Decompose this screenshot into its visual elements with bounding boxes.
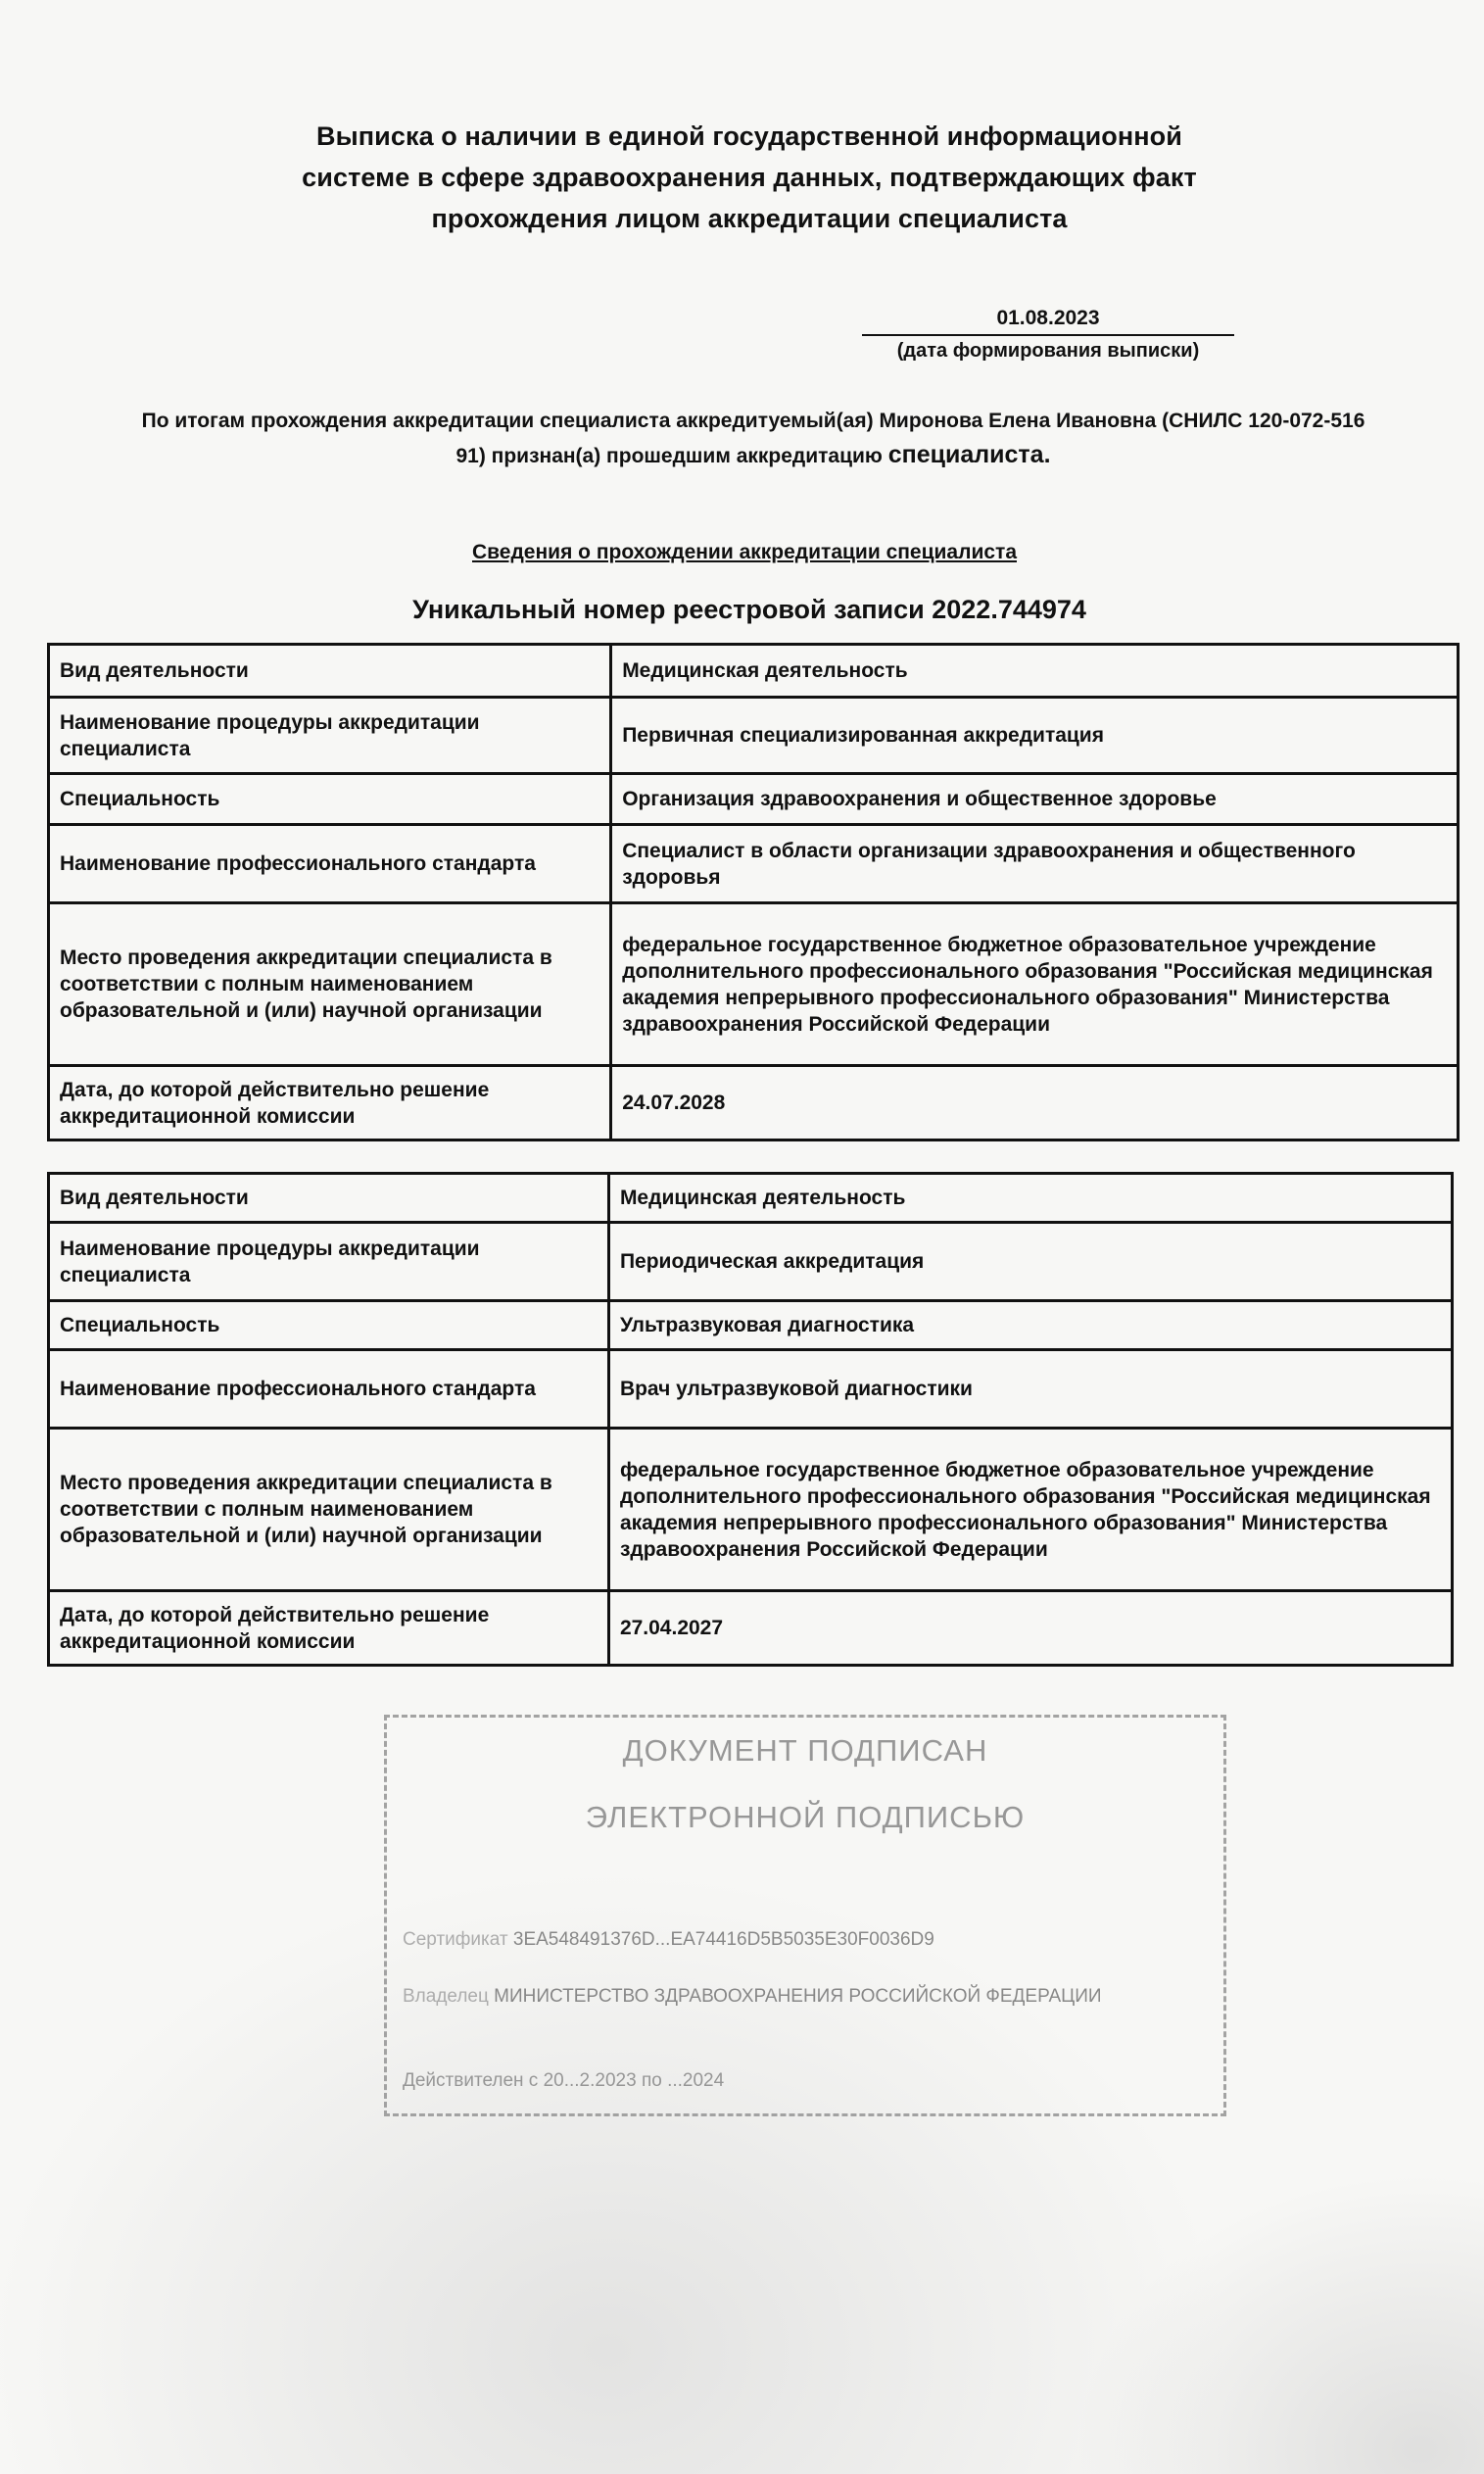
title-line-3: прохождения лицом аккредитации специалиста bbox=[431, 204, 1068, 233]
row-value: Ультразвуковая диагностика bbox=[608, 1301, 1452, 1350]
title-line-2: системе в сфере здравоохранения данных, подтверждающих факт bbox=[302, 163, 1197, 192]
row-label: Специальность bbox=[49, 774, 611, 825]
table-row bbox=[49, 698, 1459, 774]
row-value: Медицинская деятельность bbox=[611, 645, 1459, 698]
table-row bbox=[49, 1223, 1453, 1301]
accreditation-table-1 bbox=[47, 643, 1460, 1141]
row-value: Первичная специализированная аккредитация bbox=[611, 698, 1459, 774]
row-value: 24.07.2028 bbox=[611, 1066, 1459, 1140]
registry-number: Уникальный номер реестровой записи 2022.744974 bbox=[412, 595, 1086, 624]
stamp-owner-label: Владелец bbox=[403, 1986, 489, 2007]
intro-paragraph bbox=[43, 405, 1463, 473]
table-row bbox=[49, 1174, 1453, 1223]
stamp-certificate bbox=[403, 1927, 1206, 1952]
intro-line-2-emphasis: специалиста. bbox=[887, 441, 1051, 468]
stamp-owner bbox=[403, 1984, 1206, 2009]
row-label: Место проведения аккредитации специалиста в соответствии с полным наименованием образовательной и (или) научной организации bbox=[49, 903, 611, 1066]
row-value: федеральное государственное бюджетное образовательное учреждение дополнительного профессионального образования "Российская медицинская академия непрерывного профессионального образования" Министерства здравоохранения Российской Федерации bbox=[608, 1429, 1452, 1591]
table-row bbox=[49, 1301, 1453, 1350]
table-row bbox=[49, 774, 1459, 825]
stamp-heading-line-2: ЭЛЕКТРОННОЙ ПОДПИСЬЮ bbox=[585, 1800, 1026, 1834]
row-value: Специалист в области организации здравоохранения и общественного здоровья bbox=[611, 825, 1459, 903]
row-value: 27.04.2027 bbox=[608, 1591, 1452, 1666]
stamp-heading-line-1: ДОКУМЕНТ ПОДПИСАН bbox=[622, 1733, 988, 1768]
extract-date-block bbox=[862, 307, 1234, 363]
table-row bbox=[49, 1350, 1453, 1429]
row-value: федеральное государственное бюджетное образовательное учреждение дополнительного профессионального образования "Российская медицинская академия непрерывного профессионального образования" Министерства здравоохранения Российской Федерации bbox=[611, 903, 1459, 1066]
table-row bbox=[49, 645, 1459, 698]
section-title: Сведения о прохождении аккредитации специалиста bbox=[472, 541, 1017, 563]
row-value: Медицинская деятельность bbox=[608, 1174, 1452, 1223]
intro-line-2 bbox=[43, 438, 1463, 473]
extract-date-caption: (дата формирования выписки) bbox=[896, 340, 1200, 362]
row-value: Врач ультразвуковой диагностики bbox=[608, 1350, 1452, 1429]
row-label: Наименование процедуры аккредитации специалиста bbox=[49, 698, 611, 774]
intro-line-2-text: 91) признан(а) прошедшим аккредитацию bbox=[455, 445, 883, 467]
table-row bbox=[49, 825, 1459, 903]
row-label: Вид деятельности bbox=[49, 1174, 609, 1223]
row-label: Наименование профессионального стандарта bbox=[49, 1350, 609, 1429]
stamp-validity: Действителен с 20...2.2023 по ...2024 bbox=[403, 2070, 725, 2091]
row-label: Наименование профессионального стандарта bbox=[49, 825, 611, 903]
row-label: Вид деятельности bbox=[49, 645, 611, 698]
table-row bbox=[49, 903, 1459, 1066]
stamp-owner-value: МИНИСТЕРСТВО ЗДРАВООХРАНЕНИЯ РОССИЙСКОЙ ФЕДЕРАЦИИ bbox=[494, 1986, 1102, 2007]
title-line-1: Выписка о наличии в единой государственной информационной bbox=[316, 121, 1182, 151]
stamp-certificate-label: Сертификат bbox=[403, 1929, 508, 1950]
row-label: Специальность bbox=[49, 1301, 609, 1350]
table-row bbox=[49, 1591, 1453, 1666]
row-label: Дата, до которой действительно решение аккредитационной комиссии bbox=[49, 1066, 611, 1140]
table-row bbox=[49, 1066, 1459, 1140]
stamp-certificate-value: 3EA548491376D...EA74416D5B5035E30F0036D9 bbox=[512, 1929, 934, 1950]
intro-line-1: По итогам прохождения аккредитации специалиста аккредитуемый(ая) Миронова Елена Ивановна (СНИЛС 120-072-516 bbox=[141, 410, 1365, 432]
electronic-signature-stamp bbox=[384, 1715, 1226, 2116]
extract-date: 01.08.2023 bbox=[862, 307, 1234, 336]
row-value: Периодическая аккредитация bbox=[608, 1223, 1452, 1301]
row-label: Место проведения аккредитации специалиста в соответствии с полным наименованием образовательной и (или) научной организации bbox=[49, 1429, 609, 1591]
table-row bbox=[49, 1429, 1453, 1591]
row-label: Дата, до которой действительно решение аккредитационной комиссии bbox=[49, 1591, 609, 1666]
accreditation-table-2 bbox=[47, 1172, 1454, 1667]
document-title bbox=[196, 116, 1303, 239]
row-value: Организация здравоохранения и общественное здоровье bbox=[611, 774, 1459, 825]
row-label: Наименование процедуры аккредитации специалиста bbox=[49, 1223, 609, 1301]
